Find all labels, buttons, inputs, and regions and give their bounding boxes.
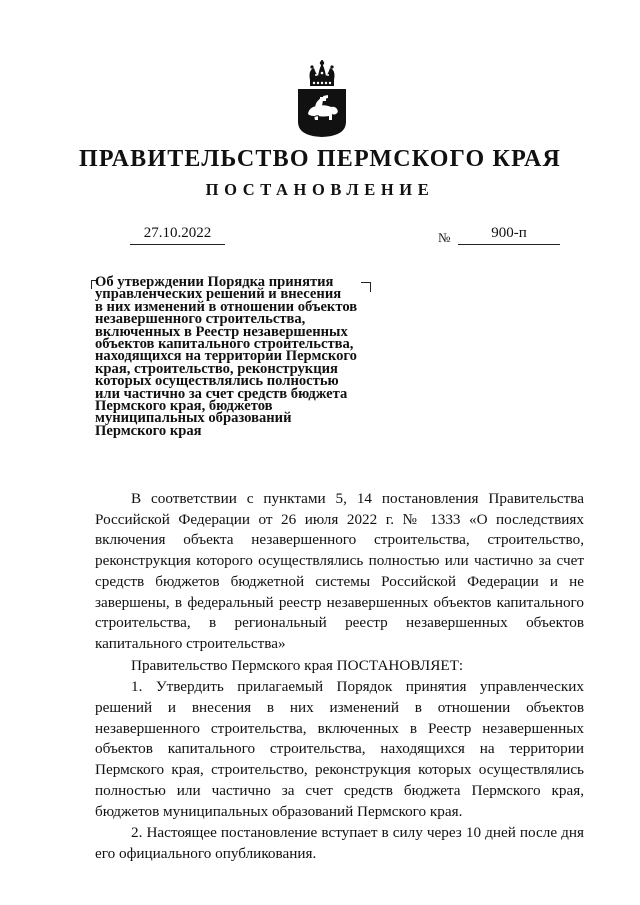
resolution-paragraph: Правительство Пермского края ПОСТАНОВЛЯЕТ: <box>131 656 464 674</box>
number-sign: № <box>438 230 451 245</box>
document-subject <box>95 276 385 437</box>
perm-krai-coat-of-arms-icon <box>292 60 352 138</box>
clause-2-paragraph: 2. Настоящее постановление вступает в силу через 10 дней после дня его официального опубликования. <box>95 824 584 862</box>
subject-line: управленческих решений и внесения <box>95 286 342 303</box>
subject-line: муниципальных образований <box>95 410 292 427</box>
subject-line: незавершенного строительства, <box>95 311 306 328</box>
subject-line: или частично за счет средств бюджета <box>95 385 348 402</box>
government-title: ПРАВИТЕЛЬСТВО ПЕРМСКОГО КРАЯ <box>78 146 562 172</box>
subject-line: Пермского края, бюджетов <box>95 398 273 415</box>
subject-line: Пермского края <box>95 422 202 439</box>
subject-line: которых осуществлялись полностью <box>95 373 339 390</box>
date-underline <box>130 244 225 245</box>
document-date: 27.10.2022 <box>143 225 212 241</box>
subject-line: Об утверждении Порядка принятия <box>95 274 334 290</box>
subject-line: объектов капитального строительства, <box>95 336 354 353</box>
number-underline <box>458 244 560 245</box>
subject-line: находящихся на территории Пермского <box>95 348 357 365</box>
subject-line: края, строительство, реконструкция <box>95 360 338 377</box>
preamble-paragraph: В соответствии с пунктами 5, 14 постановления Правительства Российской Федерации от 26 июля 2022 г. № 1333 «О последствиях включения объекта незавершенного строительства, строительство, реконструкция которого осуществлялись полностью или частично за счет средств бюджетов бюджетной системы Российской Федерации и не завершены, в федеральный реестр незавершенных объектов капитального строительства, в региональный реестр незавершенных объектов капитального строительства» <box>95 490 584 652</box>
clause-1-paragraph: 1. Утвердить прилагаемый Порядок принятия управленческих решений и внесения в них изменений в отношении объектов незавершенного строительства, включенных в Реестр незавершенных объектов капитального строительства, находящихся на территории Пермского края, строительство, реконструкция которых осуществлялись полностью или частично за счет средств бюджета Пермского края, бюджетов муниципальных образований Пермского края. <box>95 678 584 820</box>
subject-line: включенных в Реестр незавершенных <box>95 323 348 340</box>
document-body <box>95 489 584 865</box>
subject-line: в них изменений в отношении объектов <box>95 298 358 315</box>
document-type: ПОСТАНОВЛЕНИЕ <box>205 180 435 199</box>
document-number: 900-п <box>491 225 527 241</box>
